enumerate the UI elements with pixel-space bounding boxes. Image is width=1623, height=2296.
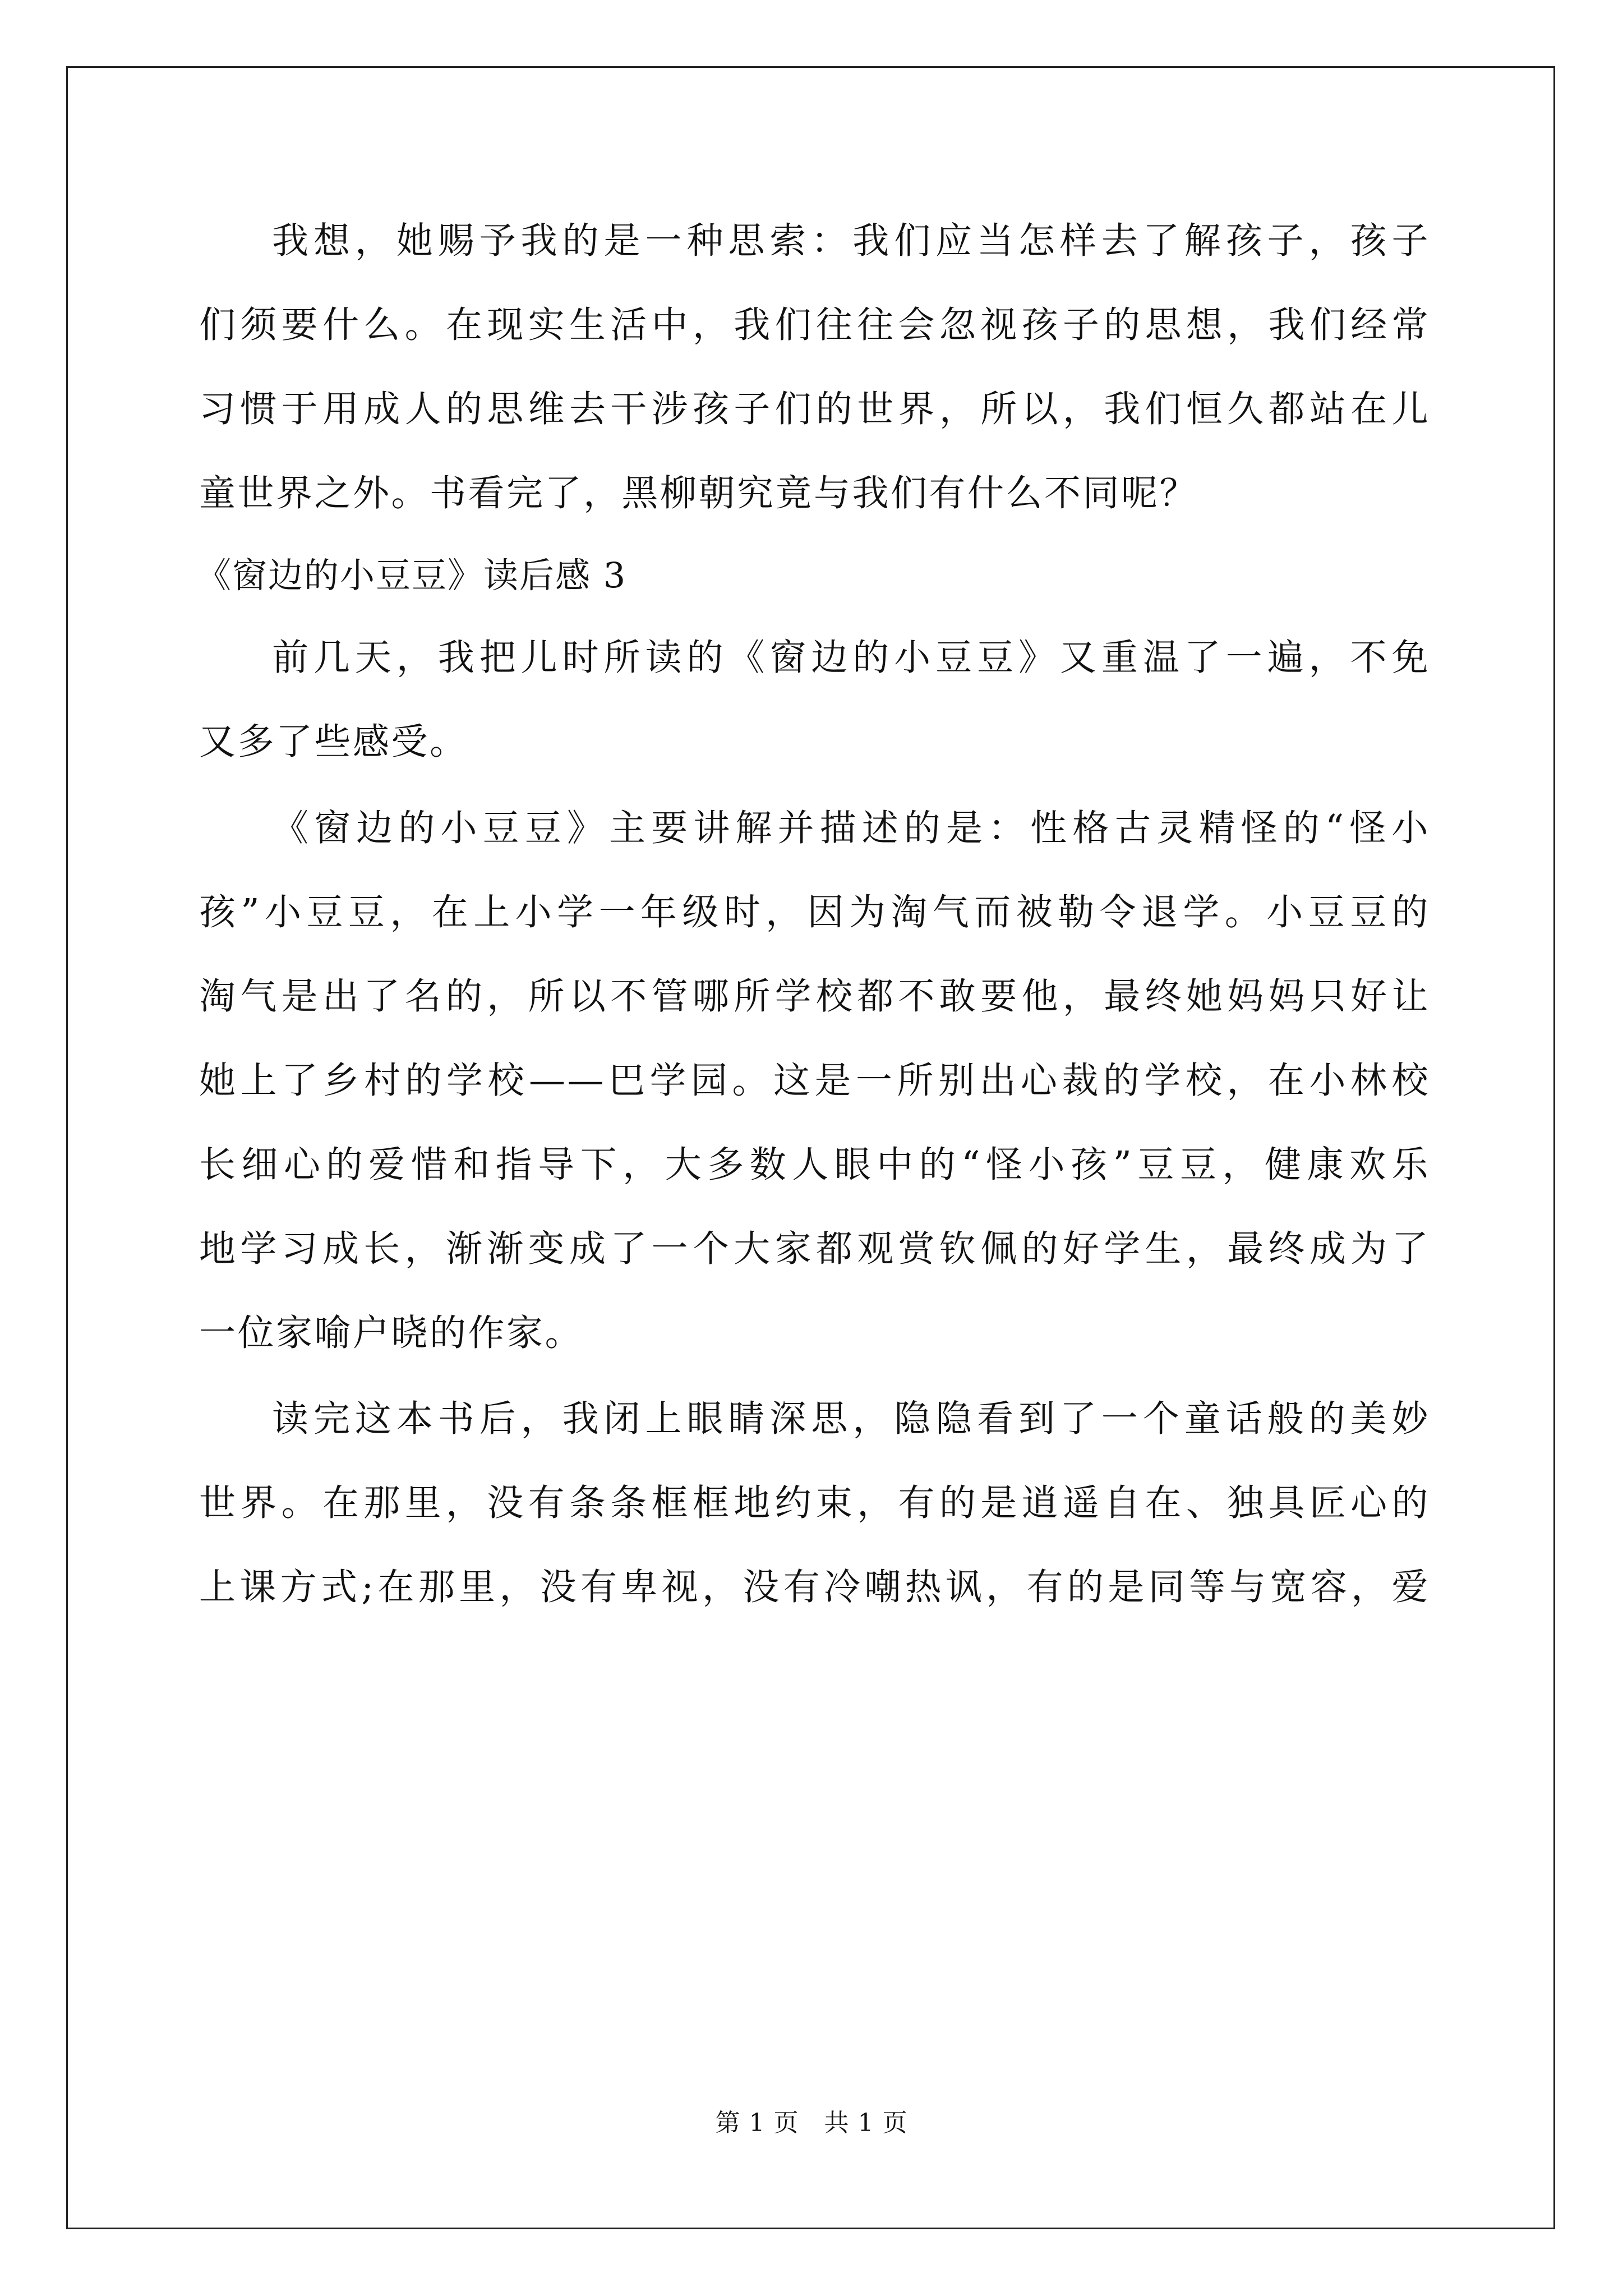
section-heading: 《窗边的小豆豆》读后感 3 bbox=[196, 555, 627, 596]
paragraph-line: 我想，她赐予我的是一种思索：我们应当怎样去了解孩子，孩子 bbox=[272, 220, 1430, 262]
paragraph-line: 地学习成长，渐渐变成了一个大家都观赏钦佩的好学生，最终成为了 bbox=[199, 1228, 1430, 1270]
paragraph-line: 长细心的爱惜和指导下，大多数人眼中的“怪小孩”豆豆，健康欢乐 bbox=[199, 1144, 1430, 1186]
paragraph-line: 世界。在那里，没有条条框框地约束，有的是逍遥自在、独具匠心的 bbox=[199, 1482, 1430, 1524]
paragraph-line: 童世界之外。书看完了，黑柳朝究竟与我们有什么不同呢？ bbox=[199, 472, 1198, 514]
paragraph-line: 读完这本书后，我闭上眼睛深思，隐隐看到了一个童话般的美妙 bbox=[272, 1398, 1430, 1440]
paragraph-line: 习惯于用成人的思维去干涉孩子们的世界，所以，我们恒久都站在儿 bbox=[199, 388, 1430, 430]
paragraph-line: 们须要什么。在现实生活中，我们往往会忽视孩子的思想，我们经常 bbox=[199, 304, 1430, 346]
paragraph-line: 《窗边的小豆豆》主要讲解并描述的是：性格古灵精怪的“怪小 bbox=[272, 807, 1430, 849]
paragraph-line: 一位家喻户晓的作家。 bbox=[199, 1312, 584, 1354]
paragraph-line: 她上了乡村的学校——巴学园。这是一所别出心裁的学校，在小林校 bbox=[199, 1060, 1430, 1102]
page-footer: 第 1 页 共 1 页 bbox=[715, 2109, 908, 2137]
paragraph-line: 上课方式;在那里，没有卑视，没有冷嘲热讽，有的是同等与宽容，爱 bbox=[199, 1566, 1430, 1608]
paragraph-line: 孩”小豆豆，在上小学一年级时，因为淘气而被勒令退学。小豆豆的 bbox=[199, 891, 1430, 933]
paragraph-line: 前几天，我把儿时所读的《窗边的小豆豆》又重温了一遍，不免 bbox=[272, 637, 1430, 679]
paragraph-line: 又多了些感受。 bbox=[199, 721, 468, 763]
paragraph-line: 淘气是出了名的，所以不管哪所学校都不敢要他，最终她妈妈只好让 bbox=[199, 976, 1430, 1018]
